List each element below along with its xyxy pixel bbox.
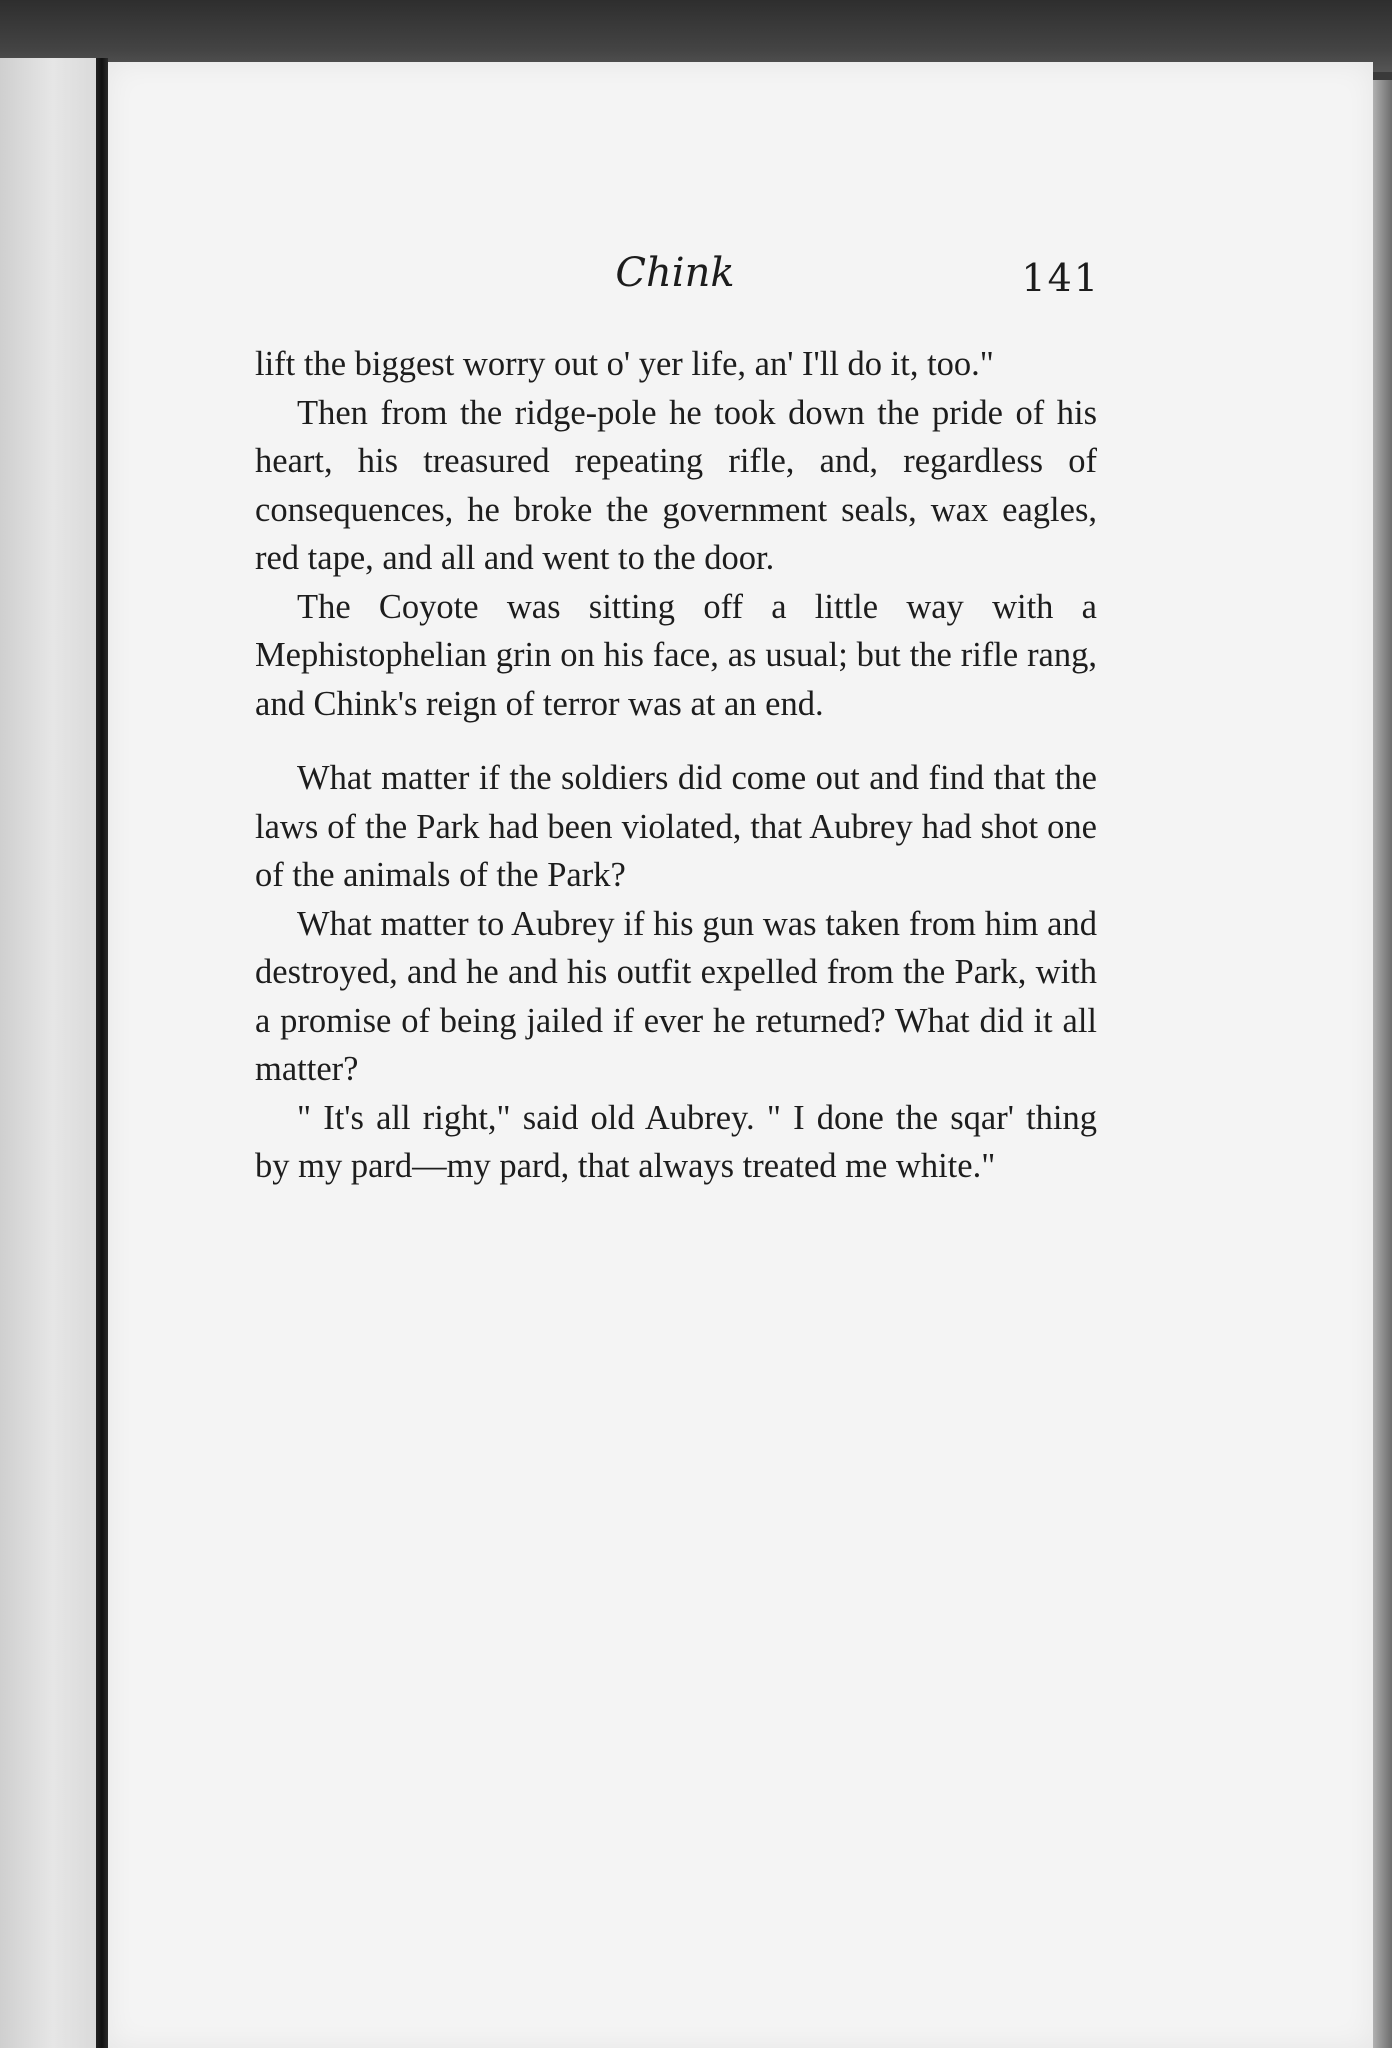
- paragraph: The Coyote was sitting off a little way with a Mephistophelian grin on his face, as usual; but the rifle rang, and Chink's reign of terror was at an end.: [255, 587, 1097, 723]
- book-gutter: [96, 58, 108, 2048]
- paragraph: lift the biggest worry out o' yer life, an' I'll do it, too.": [255, 345, 994, 383]
- previous-page-edge: [0, 58, 96, 2048]
- running-head: [250, 250, 1100, 310]
- paragraph: What matter if the soldiers did come out and find that the laws of the Park had been violated, that Aubrey had shot one of the animals of the Park?: [255, 759, 1097, 894]
- chapter-title: Chink: [615, 250, 735, 296]
- page-body: [255, 340, 1097, 1191]
- paragraph: Then from the ridge-pole he took down the pride of his heart, his treasured repeating rifle, and, regardless of consequences, he broke the government seals, wax eagles, red tape, and all and went to the door.: [255, 393, 1097, 577]
- paragraph: " It's all right," said old Aubrey. " I done the sqar' thing by my pard—my pard, that always treated me white.": [255, 1098, 1097, 1185]
- page-number: 141: [1021, 256, 1100, 300]
- paragraph: What matter to Aubrey if his gun was taken from him and destroyed, and he and his outfit expelled from the Park, with a promise of being jailed if ever he returned? What did it all matter?: [255, 904, 1097, 1088]
